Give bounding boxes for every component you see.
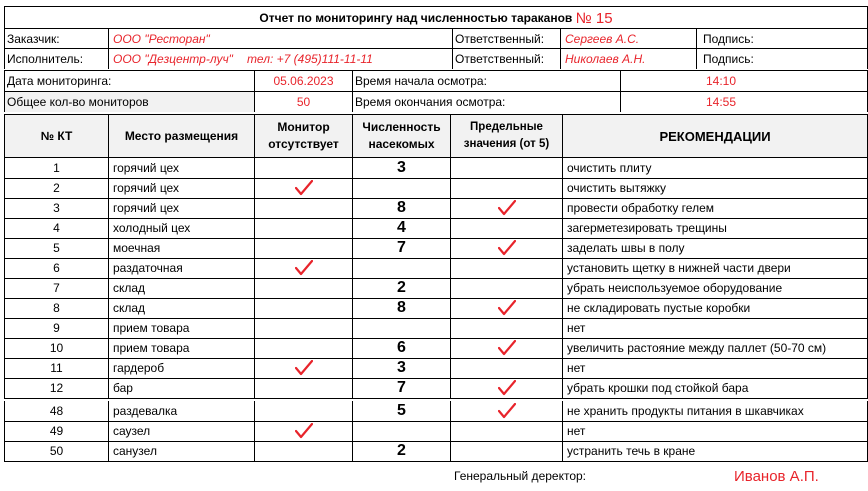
- cell-recommendation: устранить течь в кране: [567, 444, 696, 458]
- cell-place: прием товара: [109, 338, 255, 358]
- table-row: [4, 178, 868, 199]
- table-row: [4, 198, 868, 219]
- executor-label: Исполнитель:: [5, 49, 109, 69]
- date-label: Дата мониторинга:: [5, 71, 255, 91]
- cell-limit: [451, 198, 563, 218]
- cell-missing: [255, 358, 353, 378]
- check-icon: [498, 200, 516, 216]
- responsible-value: Николаев А.Н.: [561, 49, 697, 69]
- responsible-label: Ответственный:: [453, 49, 561, 69]
- cell-num: 50: [5, 441, 109, 461]
- cell-limit: [451, 238, 563, 258]
- table-row: [4, 441, 868, 462]
- cell-limit: [451, 441, 563, 461]
- cell-limit: [451, 298, 563, 318]
- responsible-value: Сергеев А.С.: [561, 29, 697, 49]
- check-icon: [498, 380, 516, 396]
- director-label: Генеральный деректор:: [454, 469, 587, 483]
- report-title: [5, 7, 867, 29]
- monitors-value: 50: [255, 92, 353, 112]
- cell-limit: [451, 218, 563, 238]
- cell-place: горячий цех: [109, 178, 255, 198]
- cell-missing: [255, 338, 353, 358]
- cell-recommendation: увеличить растояние между паллет (50-70 см): [567, 341, 827, 355]
- executor-row: [4, 48, 868, 69]
- cell-place: холодный цех: [109, 218, 255, 238]
- table-row: [4, 378, 868, 399]
- cell-limit: [451, 258, 563, 278]
- table-row: [4, 158, 868, 179]
- check-icon: [295, 360, 313, 376]
- cell-count: [353, 178, 451, 198]
- footer-row: [4, 466, 866, 486]
- cell-count: 7: [353, 378, 451, 398]
- responsible-label: Ответственный:: [453, 29, 561, 49]
- cell-count: 2: [353, 278, 451, 298]
- check-icon: [498, 300, 516, 316]
- cell-missing: [255, 158, 353, 178]
- cell-place: раздевалка: [109, 401, 255, 421]
- cell-num: 7: [5, 278, 109, 298]
- cell-place: горячий цех: [109, 158, 255, 178]
- cell-recommendation: установить щетку в нижней части двери: [567, 261, 791, 275]
- cell-missing: [255, 218, 353, 238]
- cell-num: 8: [5, 298, 109, 318]
- cell-num: 11: [5, 358, 109, 378]
- cell-count: 4: [353, 218, 451, 238]
- cell-place: гардероб: [109, 358, 255, 378]
- header-limit: Предельные значения (от 5): [451, 115, 563, 157]
- header-num: № КТ: [5, 115, 109, 157]
- cell-count: [353, 421, 451, 441]
- cell-count: 8: [353, 298, 451, 318]
- cell-limit: [451, 401, 563, 421]
- cell-count: [353, 258, 451, 278]
- start-time-value: 14:10: [705, 74, 737, 88]
- cell-num: 4: [5, 218, 109, 238]
- check-icon: [295, 423, 313, 439]
- cell-count: [353, 318, 451, 338]
- title-text: Отчет по мониторингу над численностью тараканов: [259, 11, 573, 25]
- table-row: [4, 401, 868, 422]
- table-row: [4, 421, 868, 442]
- header-missing: Монитор отсутствует: [255, 115, 353, 157]
- check-icon: [498, 403, 516, 419]
- cell-place: склад: [109, 278, 255, 298]
- cell-missing: [255, 441, 353, 461]
- cell-num: 3: [5, 198, 109, 218]
- end-time-label: Время окончания осмотра:: [353, 92, 621, 112]
- cell-place: склад: [109, 298, 255, 318]
- title-row: [4, 6, 868, 29]
- title-number: № 15: [575, 9, 613, 27]
- cell-recommendation: нет: [567, 424, 586, 438]
- executor-value: [109, 49, 453, 69]
- cell-num: 49: [5, 421, 109, 441]
- cell-missing: [255, 298, 353, 318]
- table-row: [4, 318, 868, 339]
- customer-row: [4, 28, 868, 49]
- cell-count: 3: [353, 358, 451, 378]
- header-recommendations: РЕКОМЕНДАЦИИ: [659, 128, 771, 144]
- check-icon: [498, 240, 516, 256]
- monitors-label: Общее кол-во мониторов: [5, 92, 255, 112]
- cell-place: горячий цех: [109, 198, 255, 218]
- cell-recommendation: убрать неиспользуемое оборудование: [567, 281, 783, 295]
- cell-recommendation: убрать крошки под стойкой бара: [567, 381, 749, 395]
- cell-num: 10: [5, 338, 109, 358]
- cell-recommendation: не складировать пустые коробки: [567, 301, 751, 315]
- header-place: Место размещения: [109, 115, 255, 157]
- check-icon: [295, 260, 313, 276]
- cell-recommendation: очистить плиту: [567, 161, 652, 175]
- cell-place: санузел: [109, 441, 255, 461]
- cell-place: саузел: [109, 421, 255, 441]
- executor-phone: тел: +7 (495)111-11-11: [246, 52, 373, 66]
- cell-limit: [451, 378, 563, 398]
- date-row: [4, 70, 868, 91]
- table-row: [4, 338, 868, 359]
- cell-limit: [451, 158, 563, 178]
- cell-missing: [255, 178, 353, 198]
- table-row: [4, 358, 868, 379]
- cell-recommendation: нет: [567, 361, 586, 375]
- signature-label: Подпись:: [703, 32, 754, 46]
- check-icon: [295, 180, 313, 196]
- check-icon: [498, 340, 516, 356]
- cell-num: 12: [5, 378, 109, 398]
- cell-place: моечная: [109, 238, 255, 258]
- table-row: [4, 298, 868, 319]
- table-row: [4, 258, 868, 279]
- cell-count: 6: [353, 338, 451, 358]
- table-row: [4, 238, 868, 259]
- cell-num: 5: [5, 238, 109, 258]
- table-row: [4, 278, 868, 299]
- customer-label: Заказчик:: [5, 29, 109, 49]
- cell-place: бар: [109, 378, 255, 398]
- cell-count: 3: [353, 158, 451, 178]
- header-count: Численность насекомых: [353, 115, 451, 157]
- end-time-value: 14:55: [705, 95, 737, 109]
- director-value: Иванов А.П.: [734, 467, 819, 485]
- cell-limit: [451, 178, 563, 198]
- cell-recommendation: нет: [567, 321, 586, 335]
- cell-limit: [451, 318, 563, 338]
- signature-label: Подпись:: [703, 52, 754, 66]
- start-time-label: Время начала осмотра:: [353, 71, 621, 91]
- cell-missing: [255, 238, 353, 258]
- customer-value: ООО "Ресторан": [109, 29, 453, 49]
- cell-missing: [255, 401, 353, 421]
- cell-count: 7: [353, 238, 451, 258]
- cell-recommendation: заделать швы в полу: [567, 241, 685, 255]
- cell-num: 48: [5, 401, 109, 421]
- cell-num: 1: [5, 158, 109, 178]
- date-value: 05.06.2023: [255, 71, 353, 91]
- cell-place: прием товара: [109, 318, 255, 338]
- cell-num: 6: [5, 258, 109, 278]
- cell-limit: [451, 278, 563, 298]
- cell-missing: [255, 198, 353, 218]
- cell-recommendation: очистить вытяжку: [567, 181, 667, 195]
- cell-recommendation: провести обработку гелем: [567, 201, 714, 215]
- table-row: [4, 218, 868, 239]
- cell-count: 2: [353, 441, 451, 461]
- cell-limit: [451, 421, 563, 441]
- cell-missing: [255, 318, 353, 338]
- table-header: [4, 114, 868, 158]
- cell-missing: [255, 278, 353, 298]
- cell-place: раздаточная: [109, 258, 255, 278]
- cell-recommendation: не хранить продукты питания в шкавчиках: [567, 404, 804, 418]
- cell-missing: [255, 378, 353, 398]
- cell-recommendation: загерметезировать трещины: [567, 221, 727, 235]
- cell-limit: [451, 358, 563, 378]
- cell-num: 2: [5, 178, 109, 198]
- cell-missing: [255, 421, 353, 441]
- cell-count: 8: [353, 198, 451, 218]
- cell-missing: [255, 258, 353, 278]
- cell-num: 9: [5, 318, 109, 338]
- cell-limit: [451, 338, 563, 358]
- executor-name: ООО "Дезцентр-луч": [113, 52, 233, 66]
- monitors-row: [4, 91, 868, 112]
- cell-count: 5: [353, 401, 451, 421]
